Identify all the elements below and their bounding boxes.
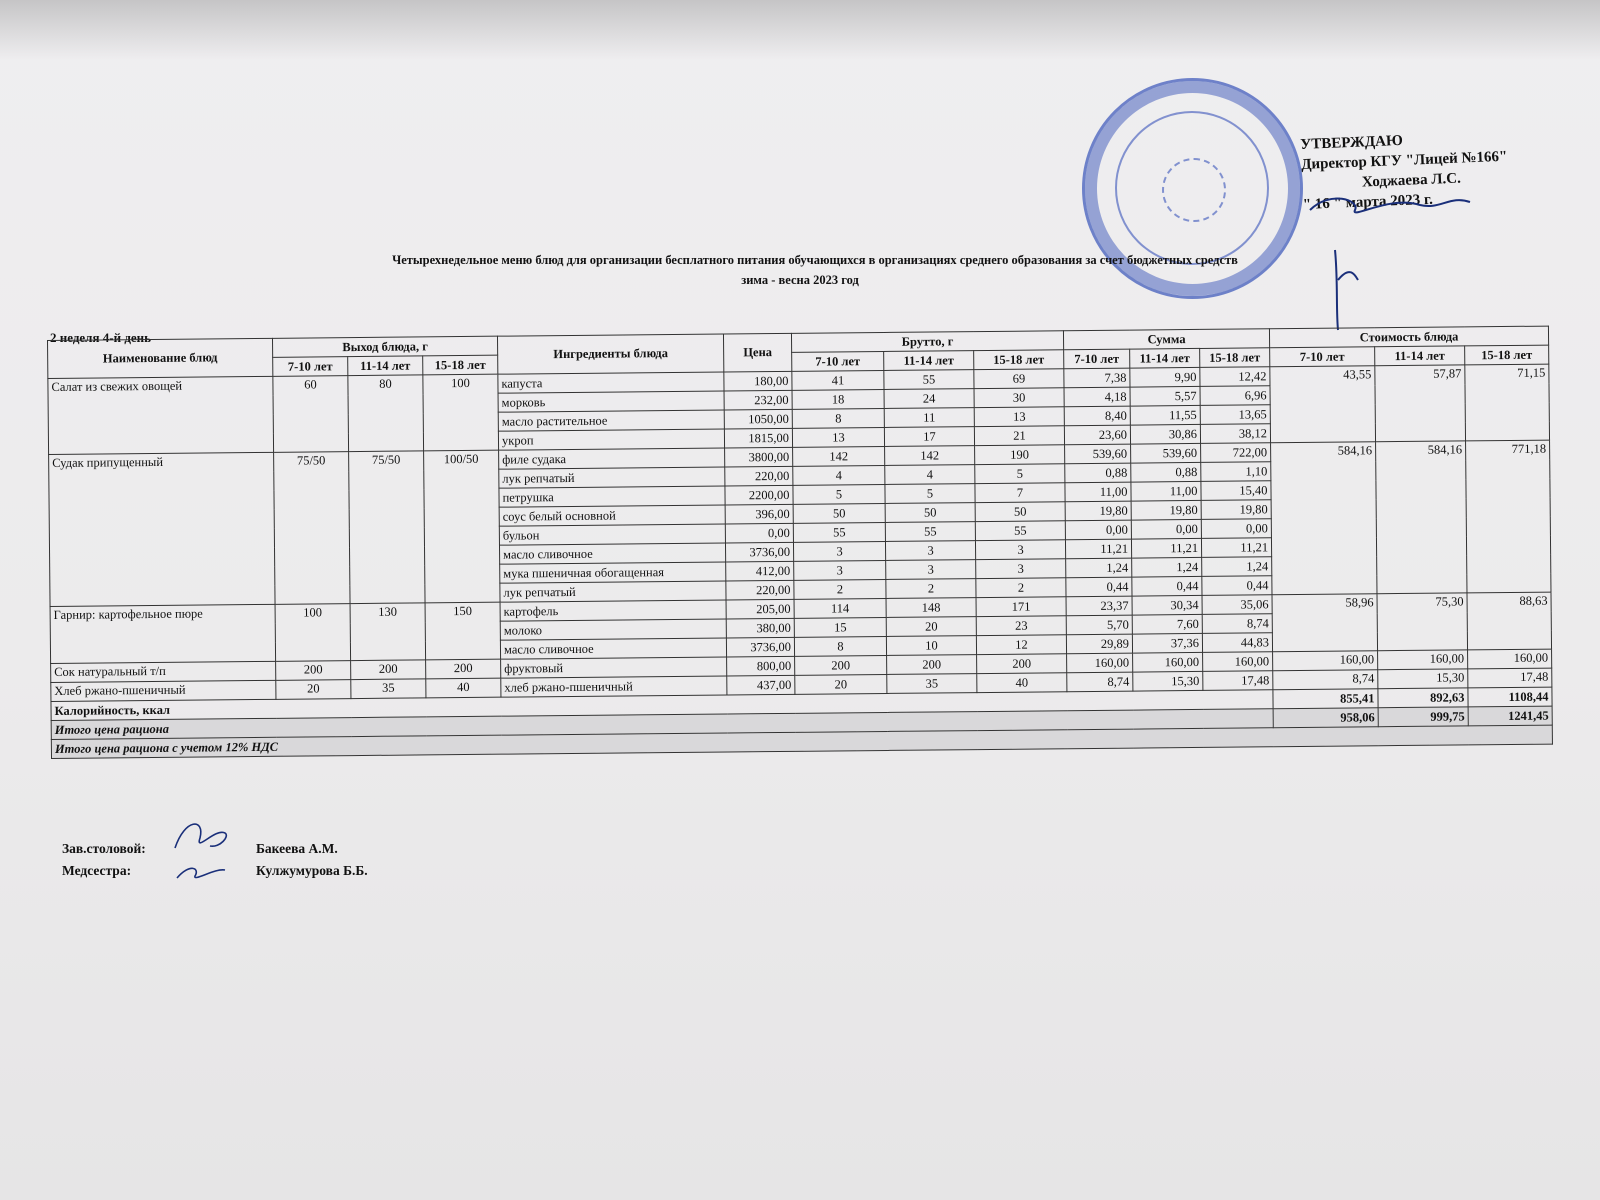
ingredient-brutto: 3 [793, 541, 885, 561]
dish-yield: 130 [350, 603, 426, 661]
ingredient-brutto: 114 [794, 598, 886, 618]
ingredient-sum: 8,74 [1067, 672, 1133, 692]
ingredient-brutto: 8 [794, 636, 886, 656]
ingredient-brutto: 23 [976, 616, 1066, 636]
header-brutto-age-0: 7-10 лет [792, 351, 884, 371]
ingredient-brutto: 8 [792, 408, 884, 428]
ingredient-sum: 8,74 [1202, 614, 1272, 634]
ingredient-sum: 30,86 [1130, 424, 1200, 444]
ingredient-brutto: 13 [792, 427, 884, 447]
ingredient-brutto: 15 [794, 617, 886, 637]
dish-cost: 584,16 [1376, 441, 1467, 594]
ingredient-sum: 23,60 [1064, 425, 1130, 445]
dish-yield: 100/50 [424, 450, 500, 603]
ingredient-brutto: 69 [974, 369, 1064, 389]
ingredient-price: 437,00 [727, 675, 795, 695]
ingredient-sum: 38,12 [1200, 424, 1270, 444]
paper-shadow [0, 0, 1600, 60]
dish-cost: 58,96 [1272, 594, 1378, 652]
dish-name: Судак припущенный [49, 452, 275, 606]
dish-yield: 150 [425, 602, 501, 660]
handwritten-signatures [165, 808, 245, 888]
dish-yield: 200 [276, 661, 351, 681]
ingredient-brutto: 7 [975, 483, 1065, 503]
ingredient-sum: 160,00 [1133, 652, 1203, 672]
ingredient-brutto: 18 [792, 389, 884, 409]
dish-cost: 57,87 [1375, 365, 1466, 442]
header-yield-age-1: 11-14 лет [348, 356, 423, 376]
nurse-name: Кулжумурова Б.Б. [256, 863, 368, 878]
ingredient-brutto: 35 [887, 674, 977, 694]
ingredient-sum: 37,36 [1132, 633, 1202, 653]
dish-cost: 771,18 [1466, 440, 1551, 593]
ingredient-name: лук репчатый [500, 581, 726, 602]
ingredient-price: 3736,00 [726, 637, 794, 657]
ingredient-name: бульон [499, 524, 725, 545]
ingredient-price: 220,00 [726, 580, 794, 600]
ingredient-sum: 1,24 [1066, 558, 1132, 578]
ingredient-brutto: 200 [795, 655, 887, 675]
ingredient-brutto: 24 [884, 389, 974, 409]
menu-table [47, 326, 1553, 759]
ingredient-brutto: 190 [975, 445, 1065, 465]
dish-yield: 100 [275, 604, 351, 662]
ingredient-name: соус белый основной [499, 505, 725, 526]
head-role: Зав.столовой: [62, 841, 146, 856]
ingredient-sum: 1,10 [1201, 462, 1271, 482]
ingredient-brutto: 3 [976, 559, 1066, 579]
ingredient-brutto: 17 [884, 427, 974, 447]
ingredient-brutto: 148 [886, 598, 976, 618]
ingredient-sum: 15,30 [1133, 671, 1203, 691]
ingredient-brutto: 10 [886, 636, 976, 656]
ingredient-brutto: 55 [793, 522, 885, 542]
ingredient-name: филе судака [499, 448, 725, 469]
ingredient-sum: 539,60 [1131, 443, 1201, 463]
approval-director: Директор КГУ "Лицей №166" [1300, 148, 1508, 173]
dish-cost: 8,74 [1273, 670, 1378, 690]
ingredient-name: молоко [500, 619, 726, 640]
ingredient-brutto: 200 [977, 654, 1067, 674]
ingredient-brutto: 20 [886, 617, 976, 637]
day-label: 2 неделя 4-й день [50, 330, 152, 345]
ingredient-name: лук репчатый [499, 467, 725, 488]
ingredient-brutto: 21 [974, 426, 1064, 446]
stamp-inner-ring [1115, 111, 1269, 265]
ingredient-brutto: 5 [793, 484, 885, 504]
calories-15-18: 1108,44 [1468, 687, 1552, 707]
ingredient-price: 396,00 [725, 504, 793, 524]
ingredient-brutto: 30 [974, 388, 1064, 408]
ingredient-sum: 7,38 [1064, 368, 1130, 388]
ingredient-name: капуста [498, 372, 724, 393]
header-sum-age-1: 11-14 лет [1130, 348, 1200, 368]
vat-total-label: Итого цена рациона с учетом 12% НДС [51, 725, 1552, 758]
dish-cost: 43,55 [1270, 366, 1376, 443]
ingredient-price: 800,00 [727, 656, 795, 676]
ingredient-sum: 11,21 [1131, 538, 1201, 558]
ingredient-sum: 35,06 [1202, 595, 1272, 615]
ingredient-sum: 0,44 [1066, 577, 1132, 597]
header-yield-age-0: 7-10 лет [273, 357, 348, 377]
ingredient-brutto: 171 [976, 597, 1066, 617]
ingredient-sum: 11,21 [1065, 539, 1131, 559]
dish-cost: 160,00 [1468, 649, 1552, 669]
ingredient-name: мука пшеничная обогащенная [500, 562, 726, 583]
ingredient-brutto: 5 [975, 464, 1065, 484]
ingredient-sum: 0,00 [1201, 519, 1271, 539]
head-name: Бакеева А.М. [256, 841, 338, 856]
dish-cost: 17,48 [1468, 668, 1552, 688]
ingredient-sum: 160,00 [1203, 652, 1273, 672]
approval-name: Ходжаева Л.С. [1361, 170, 1462, 191]
ingredient-price: 205,00 [726, 599, 794, 619]
ingredient-sum: 17,48 [1203, 671, 1273, 691]
header-sum-age-0: 7-10 лет [1064, 349, 1130, 369]
ingredient-sum: 23,37 [1066, 596, 1132, 616]
dish-name: Хлеб ржано-пшеничный [51, 680, 276, 701]
ingredient-brutto: 3 [885, 541, 975, 561]
menu-body [48, 364, 1552, 701]
ingredient-sum: 539,60 [1065, 444, 1131, 464]
ingredient-brutto: 3 [794, 560, 886, 580]
dish-cost: 160,00 [1273, 651, 1378, 671]
header-yield-age-2: 15-18 лет [423, 355, 498, 375]
price-total-15-18: 1241,45 [1468, 706, 1552, 726]
ingredient-brutto: 3 [886, 560, 976, 580]
header-yield: Выход блюда, г [272, 336, 497, 357]
ingredient-brutto: 5 [885, 484, 975, 504]
calories-label: Калорийность, ккал [51, 690, 1273, 721]
ingredient-brutto: 4 [793, 465, 885, 485]
dish-yield: 35 [351, 679, 426, 699]
header-sum: Сумма [1063, 329, 1269, 350]
ingredient-sum: 0,44 [1132, 576, 1202, 596]
ingredient-sum: 19,80 [1201, 500, 1271, 520]
dish-cost: 584,16 [1271, 442, 1377, 595]
ingredient-sum: 0,88 [1065, 463, 1131, 483]
ingredient-sum: 5,70 [1066, 615, 1132, 635]
ingredient-brutto: 2 [794, 579, 886, 599]
ingredient-sum: 13,65 [1200, 405, 1270, 425]
dish-cost: 75,30 [1377, 593, 1468, 651]
menu-title-line1: Четырехнедельное меню блюд для организации бесплатного питания обучающихся в организациях среднего образования за счет бюджетных средств [392, 253, 1238, 267]
calories-11-14: 892,63 [1378, 688, 1468, 708]
dish-yield: 80 [348, 375, 424, 452]
ingredient-price: 220,00 [725, 466, 793, 486]
ingredient-sum: 722,00 [1201, 443, 1271, 463]
dish-cost: 15,30 [1378, 669, 1468, 689]
nurse-role: Медсестра: [62, 863, 132, 878]
dish-cost: 88,63 [1467, 592, 1552, 650]
price-total-label: Итого цена рациона [51, 709, 1273, 740]
ingredient-brutto: 40 [977, 673, 1067, 693]
ingredient-name: картофель [500, 600, 726, 621]
ingredient-brutto: 13 [974, 407, 1064, 427]
dish-yield: 100 [423, 374, 499, 451]
ingredient-sum: 1,24 [1202, 557, 1272, 577]
ingredient-price: 412,00 [726, 561, 794, 581]
ingredient-sum: 8,40 [1064, 406, 1130, 426]
approval-heading: УТВЕРЖДАЮ [1300, 132, 1404, 153]
ingredient-brutto: 55 [884, 370, 974, 390]
ingredient-brutto: 11 [884, 408, 974, 428]
ingredient-brutto: 2 [886, 579, 976, 599]
menu-title-line2: зима - весна 2023 год [741, 273, 859, 287]
ingredient-price: 3800,00 [725, 447, 793, 467]
header-ingredients: Ингредиенты блюда [497, 334, 723, 374]
dish-yield: 20 [276, 680, 351, 700]
approval-date: " 16 " марта 2023 г. [1302, 191, 1434, 213]
header-cost-age-0: 7-10 лет [1270, 347, 1375, 367]
header-brutto: Брутто, г [791, 331, 1063, 353]
ingredient-brutto: 55 [885, 522, 975, 542]
ingredient-sum: 0,00 [1065, 520, 1131, 540]
ingredient-sum: 4,18 [1064, 387, 1130, 407]
ingredient-sum: 11,00 [1131, 481, 1201, 501]
ingredient-price: 0,00 [725, 523, 793, 543]
ingredient-price: 3736,00 [725, 542, 793, 562]
ingredient-sum: 19,80 [1131, 500, 1201, 520]
dish-yield: 60 [273, 376, 349, 453]
ingredient-price: 380,00 [726, 618, 794, 638]
dish-yield: 75/50 [274, 452, 350, 605]
dish-cost: 160,00 [1378, 650, 1468, 670]
header-price: Цена [723, 333, 791, 372]
dish-yield: 40 [426, 678, 501, 698]
header-brutto-age-1: 11-14 лет [884, 351, 974, 371]
ingredient-brutto: 142 [793, 446, 885, 466]
ingredient-name: масло сливочное [500, 638, 726, 659]
ingredient-sum: 30,34 [1132, 595, 1202, 615]
ingredient-sum: 1,24 [1132, 557, 1202, 577]
ingredient-brutto: 12 [976, 635, 1066, 655]
price-total-7-10: 958,06 [1273, 708, 1378, 728]
ingredient-sum: 9,90 [1130, 367, 1200, 387]
ingredient-brutto: 41 [792, 370, 884, 390]
ingredient-name: укроп [498, 429, 724, 450]
dish-yield: 200 [426, 659, 501, 679]
ingredient-sum: 19,80 [1065, 501, 1131, 521]
ingredient-name: морковь [498, 391, 724, 412]
ingredient-sum: 7,60 [1132, 614, 1202, 634]
ingredient-brutto: 200 [887, 655, 977, 675]
ingredient-brutto: 3 [975, 540, 1065, 560]
ingredient-name: петрушка [499, 486, 725, 507]
calories-7-10: 855,41 [1273, 689, 1378, 709]
ingredient-name: масло растительное [498, 410, 724, 431]
ingredient-name: масло сливочное [499, 543, 725, 564]
ingredient-brutto: 4 [885, 465, 975, 485]
ingredient-brutto: 142 [885, 446, 975, 466]
dish-yield: 75/50 [349, 451, 425, 604]
ingredient-sum: 12,42 [1200, 367, 1270, 387]
dish-yield: 200 [351, 660, 426, 680]
ingredient-brutto: 50 [793, 503, 885, 523]
ingredient-price: 1050,00 [724, 409, 792, 429]
ingredient-brutto: 55 [975, 521, 1065, 541]
ingredient-sum: 160,00 [1067, 653, 1133, 673]
ingredient-sum: 11,21 [1201, 538, 1271, 558]
header-cost-age-1: 11-14 лет [1375, 346, 1465, 366]
header-cost-age-2: 15-18 лет [1465, 345, 1549, 365]
ingredient-sum: 15,40 [1201, 481, 1271, 501]
ingredient-sum: 0,44 [1202, 576, 1272, 596]
menu-table-wrap [47, 325, 1600, 759]
ingredient-brutto: 2 [976, 578, 1066, 598]
ingredient-brutto: 50 [975, 502, 1065, 522]
ingredient-brutto: 50 [885, 503, 975, 523]
menu-title [0, 250, 1600, 290]
ingredient-name: хлеб ржано-пшеничный [501, 676, 727, 697]
ingredient-sum: 5,57 [1130, 386, 1200, 406]
ingredient-price: 2200,00 [725, 485, 793, 505]
ingredient-sum: 0,00 [1131, 519, 1201, 539]
ingredient-price: 1815,00 [724, 428, 792, 448]
ingredient-brutto: 20 [795, 674, 887, 694]
dish-name: Гарнир: картофельное пюре [50, 604, 276, 663]
ingredient-name: фруктовый [501, 657, 727, 678]
header-cost: Стоимость блюда [1269, 326, 1548, 348]
dish-cost: 71,15 [1465, 364, 1550, 441]
dish-name: Салат из свежих овощей [48, 376, 274, 454]
header-brutto-age-2: 15-18 лет [974, 350, 1064, 370]
ingredient-price: 232,00 [724, 390, 792, 410]
ingredient-sum: 6,96 [1200, 386, 1270, 406]
ingredient-sum: 11,55 [1130, 405, 1200, 425]
dish-name: Сок натуральный т/п [51, 661, 276, 682]
ingredient-sum: 44,83 [1202, 633, 1272, 653]
ingredient-sum: 11,00 [1065, 482, 1131, 502]
ingredient-sum: 29,89 [1066, 634, 1132, 654]
ingredient-price: 180,00 [724, 371, 792, 391]
ingredient-sum: 0,88 [1131, 462, 1201, 482]
price-total-11-14: 999,75 [1378, 707, 1468, 727]
header-dish: Наименование блюд [48, 338, 273, 378]
header-sum-age-2: 15-18 лет [1200, 348, 1270, 368]
stamp-emblem [1162, 158, 1226, 222]
